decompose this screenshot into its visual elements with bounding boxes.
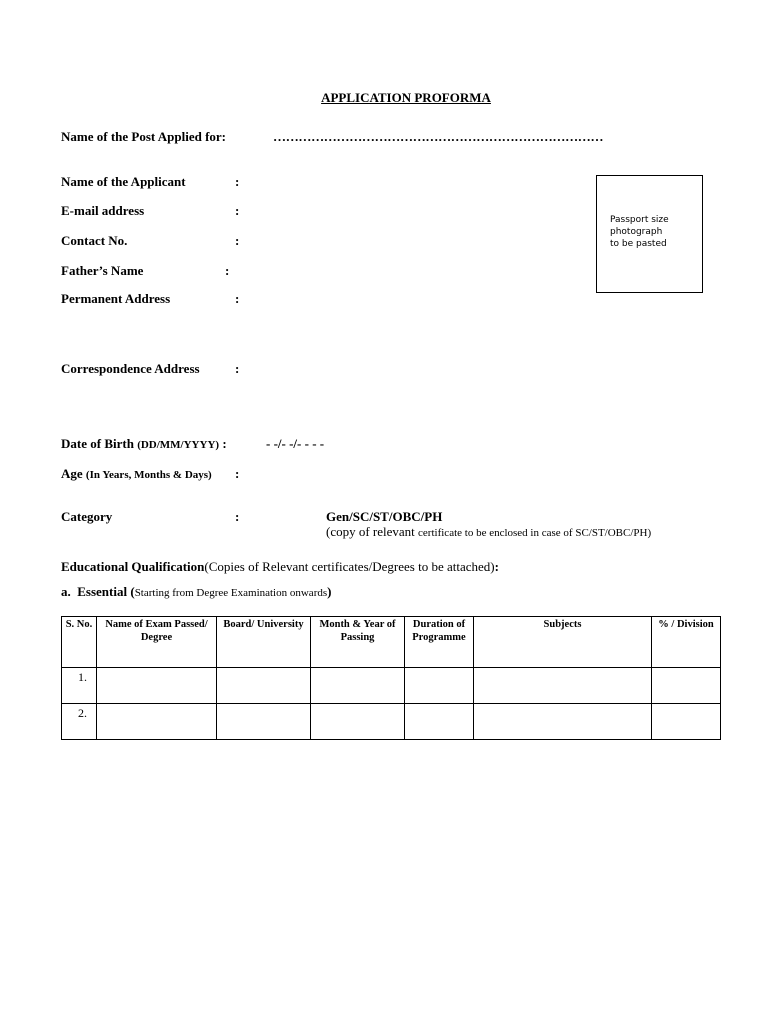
cell-division[interactable] [652, 668, 721, 704]
page-title: APPLICATION PROFORMA [321, 90, 491, 105]
contact-label: Contact No. [61, 233, 128, 248]
row-sno: 2. [62, 704, 97, 740]
table-row [62, 704, 721, 740]
cell-subjects[interactable] [474, 704, 652, 740]
section-note: Starting from Degree Examination onwards [134, 587, 328, 599]
cell-board[interactable] [217, 704, 311, 740]
cell-division[interactable] [652, 704, 721, 740]
col-header-board: Board/ University [217, 617, 311, 668]
education-table [61, 616, 721, 740]
correspondence-address-colon: : [235, 361, 240, 376]
cell-subjects[interactable] [474, 668, 652, 704]
category-note [326, 524, 651, 540]
col-header-exam: Name of Exam Passed/ Degree [97, 617, 217, 668]
applicant-name-label: Name of the Applicant [61, 174, 186, 189]
education-heading [61, 559, 499, 575]
father-name-label: Father’s Name [61, 263, 144, 278]
contact-colon: : [235, 233, 240, 248]
section-note-close: ) [327, 584, 332, 599]
cell-duration[interactable] [405, 704, 474, 740]
category-note-a: (copy of relevant [326, 524, 419, 539]
applicant-name-colon: : [235, 174, 240, 189]
age-colon: : [235, 466, 240, 481]
education-heading-colon: : [494, 559, 499, 574]
dob-label [61, 436, 227, 452]
dob-label-text: Date of Birth [61, 436, 134, 451]
row-sno: 1. [62, 668, 97, 704]
age-format: (In Years, Months & Days) [85, 469, 212, 481]
cell-exam[interactable] [97, 704, 217, 740]
email-colon: : [235, 203, 240, 218]
email-label: E-mail address [61, 203, 145, 218]
post-applied-field[interactable]: …………………………………………………………………… [273, 129, 604, 144]
correspondence-address-label: Correspondence Address [61, 361, 200, 376]
category-note-b: certificate to be enclosed in case of SC/ST/OBC/PH) [418, 527, 652, 539]
passport-photo-box [596, 175, 703, 293]
cell-month-year[interactable] [311, 668, 405, 704]
cell-duration[interactable] [405, 668, 474, 704]
education-heading-label: Educational Qualification [61, 559, 205, 574]
table-header-row [62, 617, 721, 668]
dob-format: (DD/MM/YYYY) [137, 439, 220, 451]
passport-photo-instruction: Passport size photograph to be pasted [610, 215, 669, 249]
category-label: Category [61, 509, 113, 524]
education-heading-note: (Copies of Relevant certificates/Degrees to be attached) [204, 559, 495, 574]
essential-section-heading [61, 584, 331, 600]
cell-board[interactable] [217, 668, 311, 704]
section-letter: a. [61, 584, 71, 599]
category-options: Gen/SC/ST/OBC/PH [326, 509, 443, 524]
dob-colon: : [222, 436, 227, 451]
dob-placeholder[interactable]: - -/- -/- - - - [266, 436, 325, 451]
permanent-address-label: Permanent Address [61, 291, 171, 306]
age-label [61, 466, 212, 482]
age-label-text: Age [61, 466, 83, 481]
cell-month-year[interactable] [311, 704, 405, 740]
permanent-address-colon: : [235, 291, 240, 306]
father-name-colon: : [225, 263, 230, 278]
col-header-duration: Duration of Programme [405, 617, 474, 668]
post-applied-label: Name of the Post Applied for: [61, 129, 227, 144]
table-row [62, 668, 721, 704]
category-colon: : [235, 509, 240, 524]
section-note-open: ( [130, 584, 135, 599]
col-header-subjects: Subjects [474, 617, 652, 668]
col-header-sno: S. No. [62, 617, 97, 668]
col-header-division: % / Division [652, 617, 721, 668]
section-label: Essential [77, 584, 128, 599]
cell-exam[interactable] [97, 668, 217, 704]
col-header-month-year: Month & Year of Passing [311, 617, 405, 668]
